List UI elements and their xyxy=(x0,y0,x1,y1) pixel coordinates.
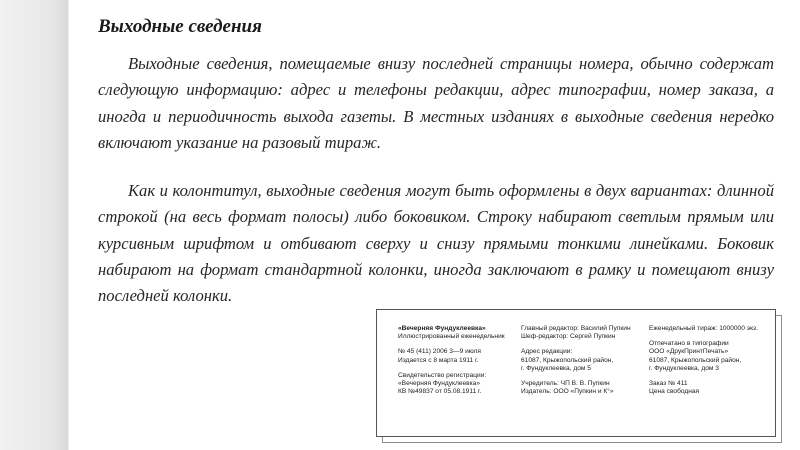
registration-number: КВ №49837 от 05.08.1911 г. xyxy=(398,388,482,396)
slide-title: Выходные сведения xyxy=(98,16,262,37)
issue-number: № 45 (411) 2006 3—9 июля xyxy=(398,348,481,356)
newspaper-subtitle: Иллюстрированный еженедельник xyxy=(398,333,505,341)
left-strip-edge xyxy=(66,0,69,450)
executive-editor: Шеф-редактор: Сергей Пупкин xyxy=(521,333,616,341)
founder: Учредитель: ЧП В. В. Пупкин xyxy=(521,379,610,387)
order-number: Заказ № 411 xyxy=(649,379,688,387)
imprint-column-3 xyxy=(649,325,758,396)
printing-address-line-1: 61087, Крыжопольский район, xyxy=(649,356,742,364)
registration-name: «Вечерняя Фундуклеевка» xyxy=(398,379,481,387)
printed-at-label: Отпечатано в типографии xyxy=(649,340,729,348)
paragraph-1: Выходные сведения, помещаемые внизу последней страницы номера, обычно содержат следующую информацию: адрес и телефоны редакции, адрес типографии, номер заказа, а иногда и периодичность выхода газеты. В местных изданиях в выходные сведения нередко включают указание на разовый тираж. xyxy=(98,54,774,152)
newspaper-name: «Вечерняя Фундуклеевка» xyxy=(398,325,486,332)
imprint-sample-box xyxy=(376,309,776,437)
published-since: Издается с 8 марта 1911 г. xyxy=(398,356,479,364)
publisher: Издатель: ООО «Пупкин и К°» xyxy=(521,388,614,396)
printing-address-line-2: г. Фундуклеевка, дом 3 xyxy=(649,364,719,372)
printing-house: ООО «ДрукПринтПечать» xyxy=(649,348,729,356)
imprint-column-1 xyxy=(398,325,505,396)
left-decorative-strip xyxy=(0,0,68,450)
imprint-column-2 xyxy=(521,325,631,396)
paragraph-2: Как и колонтитул, выходные сведения могут быть оформлены в двух вариантах: длинной строкой (на весь формат полосы) либо боковиком. Строку набирают светлым прямым или курсивным шрифтом и отбивают сверху и снизу прямыми тонкими линейками. Боковик набирают на формат стандартной колонки, иногда заключают в рамку и помещают внизу последней колонки. xyxy=(98,181,774,306)
editorial-address-line-1: 61087, Крыжопольский район, xyxy=(521,356,614,364)
registration-label: Свидетельство регистрации: xyxy=(398,371,487,379)
chief-editor: Главный редактор: Василий Пупкин xyxy=(521,325,631,332)
editorial-address-label: Адрес редакции: xyxy=(521,348,573,356)
editorial-address-line-2: г. Фундуклеевка, дом 5 xyxy=(521,364,591,372)
circulation: Еженедельный тираж: 1000000 экз. xyxy=(649,325,758,332)
price: Цена свободная xyxy=(649,388,700,396)
